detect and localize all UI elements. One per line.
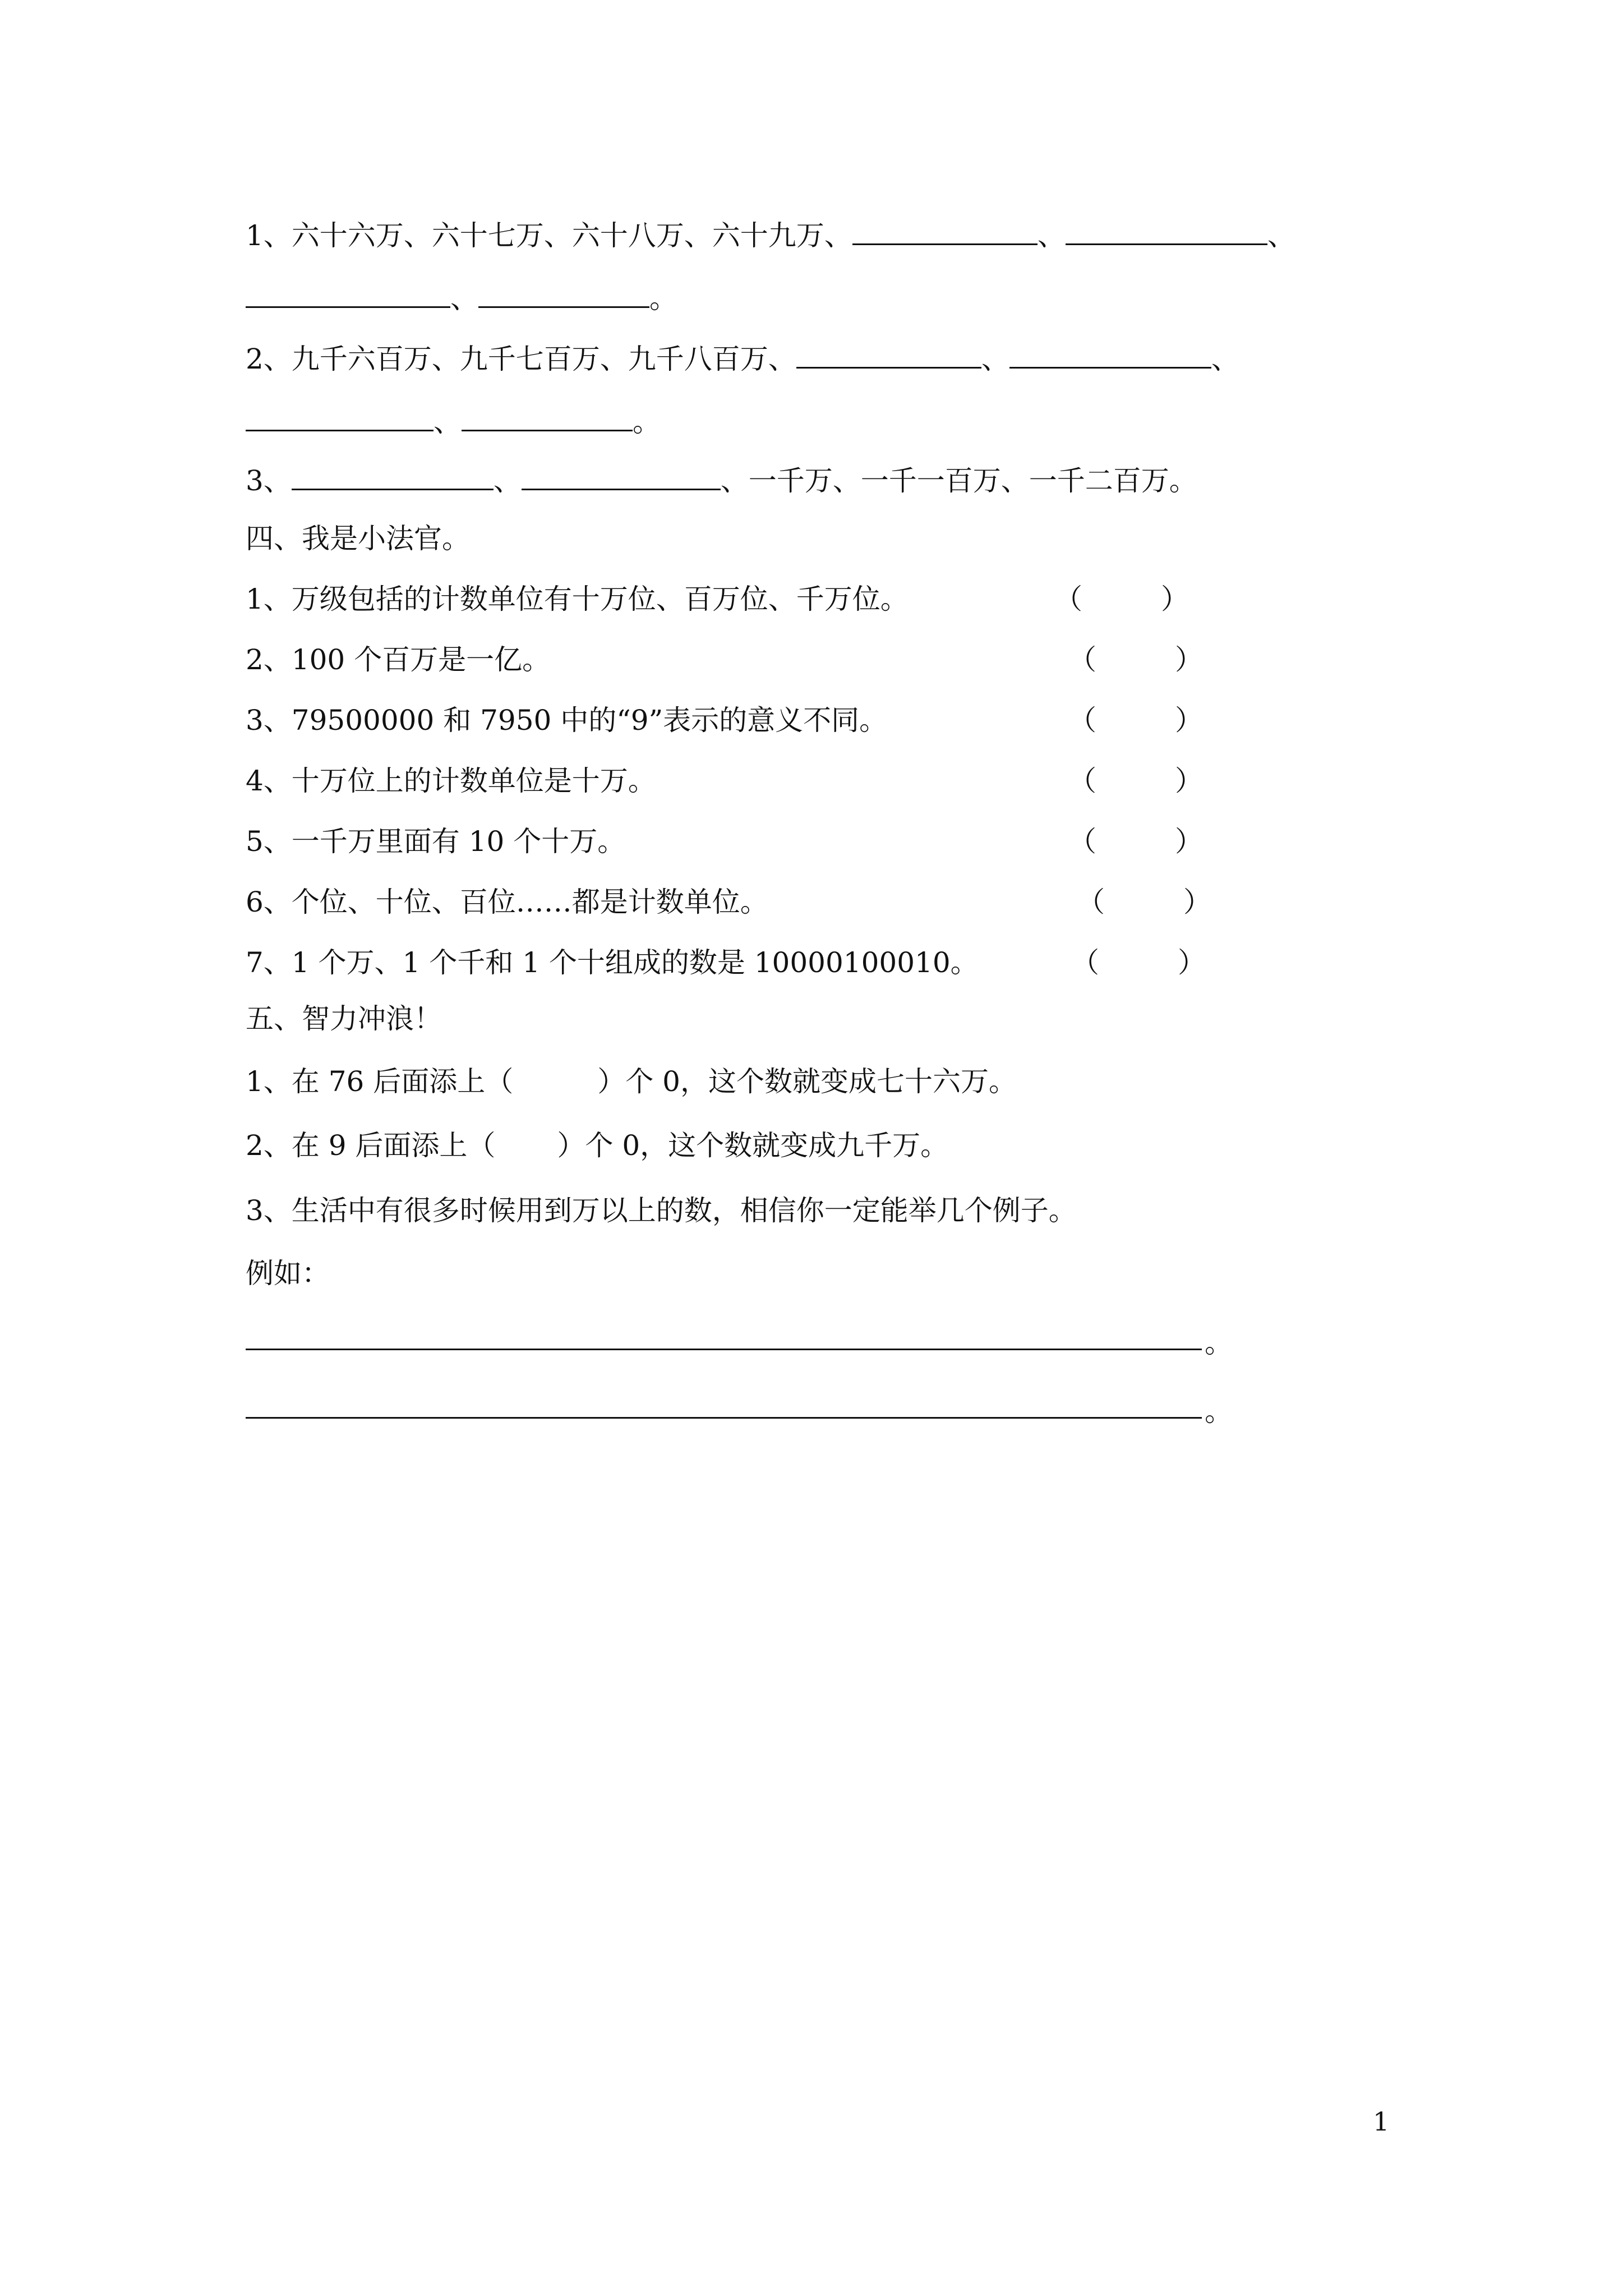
s5-q3: 3、生活中有很多时候用到万以上的数，相信你一定能举几个例子。 xyxy=(246,1194,1077,1227)
paren-open: （ xyxy=(1068,825,1096,858)
s5-q2-before: 2、在 9 后面添上（ xyxy=(246,1129,496,1162)
s5-q1-before: 1、在 76 后面添上（ xyxy=(246,1065,514,1098)
paren-close: ） xyxy=(1183,886,1211,918)
separator: 、 xyxy=(434,406,462,438)
period: 。 xyxy=(1205,1327,1233,1359)
q3-2-blank-1[interactable] xyxy=(796,341,981,369)
q3-1-blank-3[interactable] xyxy=(246,280,450,308)
judge-item-4: 4、十万位上的计数单位是十万。 xyxy=(246,765,656,797)
q3-3-blank-1[interactable] xyxy=(292,463,494,490)
paren-open: （ xyxy=(1068,643,1096,676)
q3-3-line xyxy=(246,463,1197,498)
q3-1-blank-4[interactable] xyxy=(478,280,649,308)
judge-answer-6[interactable] xyxy=(1077,885,1211,919)
separator: 、 xyxy=(493,464,522,497)
separator: 、 xyxy=(1211,343,1239,375)
judge-item-3: 3、79500000 和 7950 中的“9”表示的意义不同。 xyxy=(246,704,888,737)
q3-1-blank-1[interactable] xyxy=(852,218,1038,245)
q3-2-blank-3[interactable] xyxy=(246,404,434,431)
judge-answer-1[interactable] xyxy=(1054,582,1189,616)
paren-close: ） xyxy=(1178,946,1206,979)
judge-answer-5[interactable] xyxy=(1068,825,1203,858)
paren-open: （ xyxy=(1077,886,1105,918)
q3-3-prefix: 3、 xyxy=(246,464,292,497)
judge-item-7: 7、1 个万、1 个千和 1 个十组成的数是 10000100010。 xyxy=(246,946,979,979)
page-number: 1 xyxy=(1373,2106,1390,2137)
separator: 、 xyxy=(981,343,1009,375)
q3-2-blank-2[interactable] xyxy=(1009,341,1211,369)
example-label: 例如： xyxy=(246,1257,330,1290)
period: 。 xyxy=(649,282,677,315)
judge-answer-3[interactable] xyxy=(1068,703,1203,737)
q3-1-prefix: 1、六十六万、六十七万、六十八万、六十九万、 xyxy=(246,219,852,252)
s5-q2-after: ）个 0，这个数就变成九千万。 xyxy=(557,1129,949,1162)
q3-3-suffix: 、一千万、一千一百万、一千二百万。 xyxy=(720,464,1197,497)
q3-2-prefix: 2、九千六百万、九千七百万、九千八百万、 xyxy=(246,343,796,375)
section-4-title: 四、我是小法官。 xyxy=(246,522,470,555)
paren-open: （ xyxy=(1054,583,1082,615)
q3-1-line2 xyxy=(246,280,677,315)
q3-2-line2 xyxy=(246,404,661,439)
judge-item-1: 1、万级包括的计数单位有十万位、百万位、千万位。 xyxy=(246,583,909,615)
q3-1-blank-2[interactable] xyxy=(1066,218,1267,245)
judge-answer-2[interactable] xyxy=(1068,643,1203,677)
separator: 、 xyxy=(450,282,478,315)
paren-open: （ xyxy=(1068,704,1096,737)
period: 。 xyxy=(1205,1395,1233,1428)
paren-close: ） xyxy=(1175,825,1203,858)
judge-item-5: 5、一千万里面有 10 个十万。 xyxy=(246,825,626,858)
example-answer-line-2[interactable] xyxy=(246,1417,1202,1419)
judge-item-6: 6、个位、十位、百位……都是计数单位。 xyxy=(246,886,768,918)
q3-1-line1 xyxy=(246,218,1295,252)
paren-close: ） xyxy=(1175,643,1203,676)
paren-close: ） xyxy=(1161,583,1189,615)
separator: 、 xyxy=(1037,219,1066,252)
q3-2-line1 xyxy=(246,341,1239,376)
separator: 、 xyxy=(1267,219,1295,252)
s5-q2 xyxy=(246,1129,948,1162)
judge-answer-7[interactable] xyxy=(1071,946,1206,979)
example-answer-line-1[interactable] xyxy=(246,1349,1202,1350)
section-5-title: 五、智力冲浪！ xyxy=(246,1002,442,1035)
s5-q1-after: ）个 0，这个数就变成七十六万。 xyxy=(597,1065,1017,1098)
paren-close: ） xyxy=(1175,765,1203,797)
paren-open: （ xyxy=(1068,765,1096,797)
q3-2-blank-4[interactable] xyxy=(462,404,633,431)
s5-q1 xyxy=(246,1065,1017,1098)
q3-3-blank-2[interactable] xyxy=(522,463,721,490)
paren-open: （ xyxy=(1071,946,1099,979)
judge-answer-4[interactable] xyxy=(1068,764,1203,798)
paren-close: ） xyxy=(1175,704,1203,737)
period: 。 xyxy=(633,406,661,438)
judge-item-2: 2、100 个百万是一亿。 xyxy=(246,643,551,676)
